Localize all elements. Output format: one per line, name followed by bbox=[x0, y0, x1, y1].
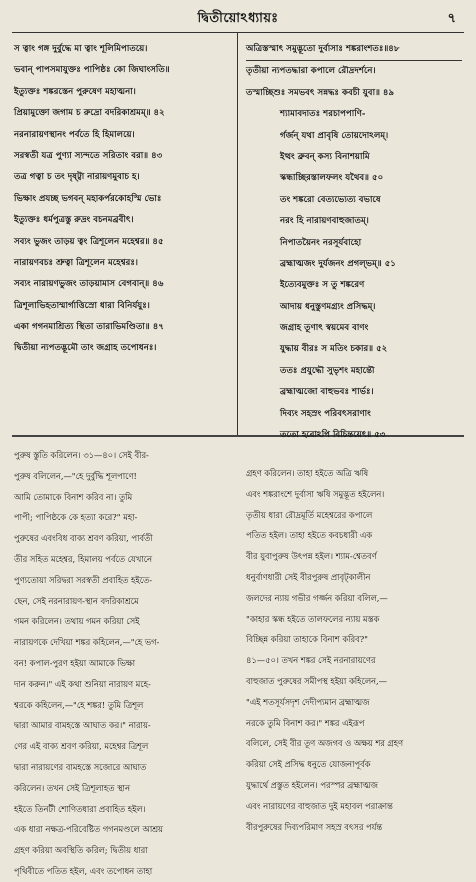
translation-line: পাপী; পাপিষ্ঠকে কে হত্যা করে?" মহা- bbox=[14, 512, 138, 523]
translation-line: "এই শতসূর্যসদৃশ দেদীপ্যমান ব্রহ্মাত্মজ bbox=[246, 696, 370, 707]
translation-line: পতিত হইল। তাহা হইতে কবচধারী এক bbox=[246, 530, 373, 541]
translation-line: বীরপুরুষের দিব্যপরিমাণ সহস্র বৎসর পর্যন্ত bbox=[246, 821, 383, 832]
verse-line: ত্রিশূলাভিহতাম্মার্গাত্তিস্রো ধারা বিনির্যযুঃ। bbox=[14, 300, 150, 311]
translation-line: দ্বারা নারায়ণের বামহস্তে সজোরে আঘাত bbox=[14, 761, 147, 772]
sanskrit-verses bbox=[12, 33, 464, 441]
verse-line: ভবান্ পাপসমাযুক্তঃ পাপিষ্ঠঃ কো জিঘাংসতি॥ bbox=[14, 65, 170, 76]
translation-line: এবং নারায়ণের বাহুজাত দুই মহাবল পরাক্রান্ত bbox=[246, 800, 393, 811]
translation-line: তৃতীয় ধারা রৌদ্রমূর্তি মহেশ্বরের কপালে bbox=[246, 509, 373, 520]
verse-line: ভিক্ষাং প্রযচ্ছ ভগবন্ মহাকর্পরকোহস্মি ভোঃ bbox=[14, 193, 162, 204]
bengali-translation bbox=[12, 437, 464, 876]
verse-line: একা গগনমাশ্রিত্য স্থিতা তারাভিমণ্ডিতা॥ ৪৭ bbox=[14, 322, 164, 333]
translation-line: ৪১—৫০। তখন শঙ্কর সেই নরনারায়ণের bbox=[246, 655, 376, 666]
translation-line: এক ধারা নক্ষত্র-পরিবেষ্টিত গগনমণ্ডলে আশ্রয় bbox=[14, 824, 163, 835]
translation-line: পুরুষ বলিলেন,—"হে দুর্বুদ্ধি শূলপাণে! bbox=[14, 470, 137, 481]
translation-line: পৃথিবীতে পতিত হইল, এবং তপোধন তাহা bbox=[14, 865, 153, 876]
verse-line: ইত্যুক্তঃ ধর্মপুত্রস্তু রুদ্রং বচনমব্রবীৎ। bbox=[14, 215, 134, 226]
verse-line: দ্বিতীয়া ন্যপতদ্ভূমৌ তাং জগ্রাহ তপোধনঃ। bbox=[14, 343, 157, 354]
translation-line: আমি তোমাকে বিনাশ করিব না। তুমি bbox=[14, 491, 133, 502]
verse-line: অত্রিস্তস্মাৎ সমুদ্ভূতো দুর্বাসাঃ শঙ্করাংশতঃ॥৪৮ bbox=[246, 39, 462, 61]
translation-line: বীর যুবাপুরুষ উৎপন্ন হইল। শ্যাম-শ্বেতবর্ণ bbox=[246, 551, 377, 562]
translation-line: গমন করিলেন। তথায় গমন করিয়া সেই bbox=[14, 616, 140, 627]
verse-line: তস্মাচ্ছিশুঃ সমভবৎ সন্নদ্ধঃ কবচী যুবা॥ ৪৯ bbox=[246, 87, 395, 98]
translation-line: পুণ্যতোয়া সরিদ্বরা সরস্বতী প্রবাহিত হইতে- bbox=[14, 574, 153, 585]
translation-line: বিচ্ছিন্ন করিয়া তাহাকে বিনাশ করিব?" bbox=[246, 634, 368, 645]
verse-line: ব্রহ্মাত্মজং দুর্যজনং প্রগল্ভম্॥ ৫১ bbox=[280, 258, 396, 269]
verse-line: নারায়ণবচঃ শ্রুত্বা ত্রিশূলেন মহেশ্বরঃ। bbox=[14, 257, 138, 268]
verse-line: ইত্যেবমুক্তঃ স তু শঙ্করেণ bbox=[280, 280, 365, 291]
translation-line: গ্রহণ করিয়া অবস্থিতি করিল; দ্বিতীয় ধারা bbox=[14, 845, 148, 856]
translation-line: পুরুষের এবংবিধ বাক্য শ্রবণ করিয়া, পার্বতী bbox=[14, 533, 153, 544]
verse-line: স্কন্ধাচ্ছিরস্তালফলং যথৈব॥ ৫০ bbox=[280, 173, 384, 184]
translation-line: শ্বরকে কহিলেন,—"হে শঙ্কর! তুমি ত্রিশূল bbox=[14, 699, 144, 710]
translation-line: তীর সহিত মহেশ্বর, হিমালয় পর্বতে যেখানে bbox=[14, 553, 152, 564]
verse-line: সরস্বতী যত্র পুণ্যা স্যন্দতে সরিতাং বরা॥ ৪৩ bbox=[14, 150, 163, 161]
translation-column-right bbox=[238, 445, 464, 832]
verse-line: ততো হরোঽপি বিচিন্তয়েৎ॥ ৫৩ bbox=[280, 430, 386, 441]
verse-line: ব্রহ্মাত্মজো বাহুভবঃ শার্ভঃ। bbox=[280, 387, 374, 398]
verse-line: আদায় ধনুস্তুণমগ্র্যং প্রসিদ্ধম্। bbox=[280, 301, 376, 312]
verse-line: ততঃ প্রযুদ্ধৌ সুভৃশং মহান্তৌ bbox=[280, 365, 375, 376]
translation-line: বলিলে, সেই বীর তূণ অজগব ও অক্ষয় শর গ্রহণ bbox=[246, 738, 404, 749]
verse-line: ইত্যুক্তঃ শঙ্করস্তেন পুরুষেণ মহাত্মনা। bbox=[14, 86, 136, 97]
translation-line: "কাহার স্কন্ধ হইতে তালফলের ন্যায় মস্তক bbox=[246, 613, 380, 624]
translation-line: নরকে তুমি বিনাশ কর।" শঙ্কর এইরূপ bbox=[246, 717, 365, 728]
translation-column-left bbox=[12, 445, 238, 876]
translation-line: করিয়া সেই প্রসিদ্ধ ধনুতে যোজনাপূর্বক bbox=[246, 759, 371, 770]
verse-line: র্গর্জন্ যথা প্রাবৃষি তোয়দোঽলম্। bbox=[280, 130, 389, 141]
verse-line: তত্র গত্বা চ তং দৃষ্ট্বা নারায়ণমুবাচ হ। bbox=[14, 172, 140, 183]
verse-column-left bbox=[12, 33, 238, 435]
translation-line: গ্রহণ করিলেন। তাহা হইতে অত্রি ঋষি bbox=[246, 468, 369, 478]
translation-line: ধনুর্বাণধারী সেই বীরপুরুষ প্রাবৃট্কালীন bbox=[246, 571, 371, 582]
verse-line: সব্যং নারায়ণভুজং তাড়য়ামাস বেগবান্॥ ৪৬ bbox=[14, 279, 164, 290]
verse-line: স ত্বাং গঙ্গ দুর্বুদ্ধে মা ত্বাং শূলিমিপাতয়ে। bbox=[14, 44, 148, 54]
verse-line: সব্যং ভুজং তাড়য় ত্বং ত্রিশূলেন মহেশ্বর॥ ৪৫ bbox=[14, 236, 164, 247]
verse-line: প্রিয়ামুক্তো জগাম চ রুদ্রো বদরিকাশ্রমম্॥ ৪২ bbox=[14, 108, 165, 119]
translation-line: পুরুষ স্তুতি করিলেন। ৩১—৪০। সেই বীর- bbox=[14, 450, 149, 460]
translation-line: দ্বারা আমার বামহস্তে আঘাত কর।" নারায়- bbox=[14, 720, 151, 731]
verse-column-right bbox=[238, 33, 464, 441]
translation-line: এবং শঙ্করাংশে দুর্বাসা ঋষি সমুদ্ভূত হইলেন। bbox=[246, 488, 385, 499]
verse-line: নরনারায়ণস্থানং পর্বতে হি হিমালয়ে। bbox=[14, 129, 135, 140]
translation-line: যুদ্ধার্থে প্রস্তুত হইলেন। পরস্পর ব্রহ্মাত্মজ bbox=[246, 779, 378, 790]
page-header bbox=[12, 6, 464, 33]
verse-line: নিপাতয়ৈনং নরসূর্যবাহো bbox=[280, 237, 362, 248]
verse-line: শ্যামাবদাতঃ শরচাপপাণি- bbox=[280, 109, 366, 120]
translation-line: বাহুজাত পুরুষের সমীপস্থ হইয়া কহিলেন,— bbox=[246, 675, 387, 686]
verse-line: তৃতীয়া ন্যপতদ্ধারা কপালে রৌদ্রদর্শনে। bbox=[246, 66, 376, 77]
verse-line: দিব্যং সহস্রং পরিবৎসরাণাং bbox=[280, 408, 371, 419]
translation-line: করিলেন। তখন সেই ত্রিশূলাহত স্থান bbox=[14, 782, 130, 793]
translation-line: দান করুন।" এই কথা শুনিয়া নারায়ণ মহে- bbox=[14, 678, 151, 689]
verse-line: তং শঙ্করো বেত্যভ্যেত্য বভাষে bbox=[280, 194, 381, 205]
verse-line: জগ্রাহ তূণাৎ স্বয়মেব বাণং bbox=[280, 323, 369, 334]
translation-line: জলদের ন্যায় গভীর গর্জ্জন করিয়া বলিল,— bbox=[246, 592, 388, 603]
translation-line: ছেন, সেই নরনারায়ণ-স্থান বদরিকাশ্রমে bbox=[14, 595, 139, 606]
page-number: ৭ bbox=[447, 11, 456, 26]
chapter-title: দ্বিতীয়োঽধ্যায়ঃ bbox=[197, 11, 279, 26]
translation-line: হইতে তিনটী শোণিতধারা প্রবাহিত হইল। bbox=[14, 803, 146, 814]
verse-line: নরং হি নারায়ণবাহুজাতম্। bbox=[280, 216, 369, 227]
translation-line: ণের এই বাক্য শ্রবণ করিয়া, মহেশ্বর ত্রিশূল bbox=[14, 741, 149, 752]
verse-line: ইত্থং ব্রুবন্ কস্য বিনাশয়ামি bbox=[280, 151, 370, 162]
verse-line: যুদ্ধায় বীরঃ স মতিং চকার॥ ৫২ bbox=[280, 344, 388, 355]
translation-line: বন! কপাল-পুরণ হইয়া আমাকে ভিক্ষা bbox=[14, 657, 135, 668]
translation-line: নারায়ণকে দেখিয়া শঙ্কর কহিলেন,—"হে ভগ- bbox=[14, 637, 160, 648]
